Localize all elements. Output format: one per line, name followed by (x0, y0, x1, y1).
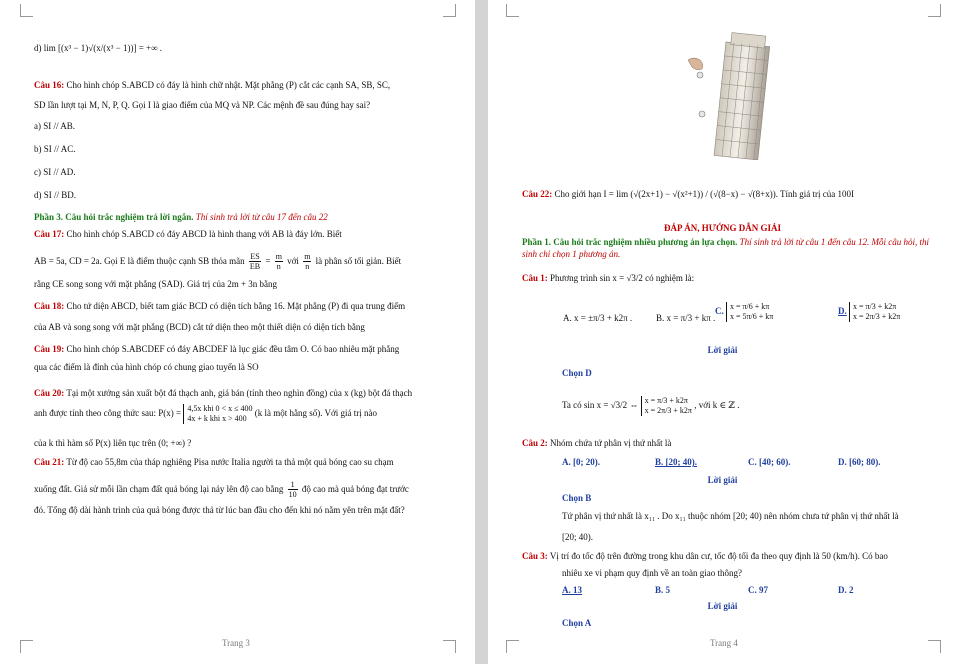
answer-1-option-c: C. x = π/6 + kπ x = 5π/6 + kπ (715, 302, 774, 321)
solution-label: Lời giải (707, 601, 738, 611)
question-number: Câu 3: (522, 551, 548, 561)
question-19-line1: Câu 19: Cho hình chóp S.ABCDEF có đáy ABCDEF là lục giác đều tâm O. Có bao nhiêu mặt phẳng (34, 344, 400, 354)
page-corner-mark (506, 640, 519, 653)
ball-icon (697, 72, 703, 78)
answer-3-question: Câu 3: Vị trí đo tốc độ trên đường trong khu dân cư, tốc độ tối đa theo quy định là 50 (km/h). Có bao (522, 551, 888, 561)
question-number: Câu 1: (522, 273, 548, 283)
option-d: d) SI // BD. (34, 190, 77, 200)
page-footer: Trang 3 (222, 638, 250, 648)
option-a: a) SI // AB. (34, 121, 76, 131)
answers-title: ĐÁP ÁN, HƯỚNG DẪN GIẢI (664, 223, 781, 233)
question-number: Câu 22: (522, 189, 553, 199)
question-number: Câu 17: (34, 229, 65, 239)
chosen-answer: Chọn A (562, 618, 592, 628)
answer-3-option-c: C. 97 (748, 585, 768, 595)
question-21-line2: xuống đất. Giả sử mỗi lần chạm đất quả bóng lại nảy lên độ cao bằng $\frac{1}{10}$ độ cao mà quả bóng đạt trước (34, 480, 409, 500)
question-number: Câu 19: (34, 344, 65, 354)
answer-3-option-b: B. 5 (655, 585, 671, 595)
option-c: c) SI // AD. (34, 167, 76, 177)
answer-3-option-d: D. 2 (838, 585, 854, 595)
part-3-heading: Phần 3. Câu hỏi trắc nghiệm trả lời ngắn. Thí sinh trả lời từ câu 17 đến câu 22 (34, 212, 328, 222)
question-number: Câu 16: (34, 80, 65, 90)
pisa-tower-illustration (684, 32, 774, 160)
fraction-m-n: $\frac{m}{n}$ (275, 252, 282, 272)
page-corner-mark (928, 640, 941, 653)
question-20-line1: Câu 20: Tại một xưởng sản xuất bột đá thạch anh, giá bán (tính theo nghìn đồng) của x (kg) bột đá thạch (34, 388, 413, 398)
page-corner-mark (20, 4, 33, 17)
part-1-heading: Phần 1. Câu hỏi trắc nghiệm nhiều phương án lựa chọn. Thí sinh trả lời từ câu 1 đến câu 12. Mỗi câu hỏi, thí sinh chỉ chọn 1 phương án. (522, 237, 930, 259)
answer-1-option-a: A. x = ±π/3 + k2π . (563, 313, 633, 323)
question-16-line1: Câu 16: Cho hình chóp S.ABCD có đáy là hình chữ nhật. Mặt phẳng (P) cắt các cạnh SA, SB, SC, (34, 80, 391, 90)
question-17-line3: rằng CE song song với mặt phẳng (SAD). Giá trị của 2m + 3n bằng (34, 279, 278, 289)
ball-icon (699, 111, 705, 117)
question-21-line3: đó. Tổng độ dài hành trình của quả bóng được thả từ lúc ban đầu cho đến khi nó nằm yên trên mặt đất? (34, 505, 405, 515)
question-20-line3: của k thì hàm số P(x) liên tục trên (0; +∞) ? (34, 438, 192, 448)
question-number: Câu 2: (522, 438, 548, 448)
page-corner-mark (443, 640, 456, 653)
page-corner-mark (928, 4, 941, 17)
document-page-4 (488, 0, 957, 664)
answer-3-question-line2: nhiêu xe vi phạm quy định về an toàn giao thông? (562, 568, 742, 578)
question-17-line1: Câu 17: Cho hình chóp S.ABCD có đáy ABCD là hình thang với AB là đáy lớn. Biết (34, 229, 342, 239)
chosen-answer: Chọn D (562, 368, 592, 378)
answer-2-question: Câu 2: Nhóm chứa tứ phân vị thứ nhất là (522, 438, 672, 448)
question-number: Câu 18: (34, 301, 65, 311)
page-corner-mark (506, 4, 519, 17)
document-page-3 (0, 0, 475, 664)
page-footer: Trang 4 (710, 638, 738, 648)
chosen-answer: Chọn B (562, 493, 592, 503)
page-gap (475, 0, 488, 664)
answer-1-question: Câu 1: Phương trình sin x = √3/2 có nghiệm là: (522, 273, 695, 283)
question-18-line1: Câu 18: Cho tứ diện ABCD, biết tam giác BCD có diện tích bằng 16. Mặt phẳng (P) đi qua trung điểm (34, 301, 406, 311)
question-21-line1: Câu 21: Từ độ cao 55,8m của tháp nghiêng Pisa nước Italia người ta thả một quả bóng cao su chạm (34, 457, 394, 467)
question-number: Câu 21: (34, 457, 65, 467)
answer-2-option-b: B. [20; 40). (655, 457, 697, 467)
solution-label: Lời giải (707, 475, 738, 485)
page-corner-mark (443, 4, 456, 17)
answer-2-option-d: D. [60; 80). (838, 457, 881, 467)
question-15d: d) lim [(x³ − 1)√(x/(x³ − 1))] = +∞ . (34, 43, 163, 53)
solution-label: Lời giải (707, 345, 738, 355)
question-19-line2: qua các điểm là đỉnh của hình chóp có chung giao tuyến là SO (34, 362, 259, 372)
question-16-line2: SD lần lượt tại M, N, P, Q. Gọi I là giao điểm của MQ và NP. Các mệnh đề sau đúng hay sai? (34, 100, 371, 110)
piecewise-function: 4,5x khi 0 < x ≤ 400 4x + k khi x > 400 (183, 404, 252, 424)
hand-icon (688, 58, 703, 70)
fraction-es-eb: $\frac{ES}{EB}$ (249, 252, 261, 272)
question-number: Câu 20: (34, 388, 65, 398)
answer-2-option-c: C. [40; 60). (748, 457, 791, 467)
question-22: Câu 22: Cho giới hạn I = lim (√(2x+1) − √(x²+1)) / (√(8−x) − √(8+x)). Tính giá trị của 100I (522, 189, 855, 199)
question-17-line2: AB = 5a, CD = 2a. Gọi E là điểm thuộc cạnh SB thỏa mãn $\frac{ES}{EB}$ = $\frac{m}{n}$ với $\frac{m}{n}$ là phân số tối giản. Biết (34, 252, 402, 272)
page-corner-mark (20, 640, 33, 653)
answer-1-option-b: B. x = π/3 + kπ . (656, 313, 716, 323)
answer-3-option-a: A. 13 (562, 585, 582, 595)
fraction-m-n: $\frac{m}{n}$ (304, 252, 311, 272)
option-b: b) SI // AC. (34, 144, 76, 154)
question-18-line2: của AB và song song với mặt phẳng (BCD) cắt tứ diện theo một thiết diện có diện tích bằng (34, 322, 365, 332)
question-20-line2: anh được tính theo công thức sau: P(x) = 4,5x khi 0 < x ≤ 400 4x + k khi x > 400 (k là một hằng số). Với giá trị nào (34, 404, 378, 423)
answer-2-option-a: A. [0; 20). (562, 457, 600, 467)
answer-2-explanation-line2: [20; 40). (562, 532, 593, 542)
answer-1-explanation: Ta có sin x = √3/2 ⇔ x = π/3 + k2π x = 2π/3 + k2π , với k ∈ ℤ . (562, 396, 740, 415)
answer-2-explanation-line1: Tứ phân vị thứ nhất là x₁₁ . Do x₁₁ thuộc nhóm [20; 40) nên nhóm chưa tứ phân vị thứ nhất là (562, 511, 899, 521)
answer-1-option-d: D. x = π/3 + k2π x = 2π/3 + k2π (838, 302, 901, 321)
fraction-1-10: $\frac{1}{10}$ (288, 480, 297, 500)
